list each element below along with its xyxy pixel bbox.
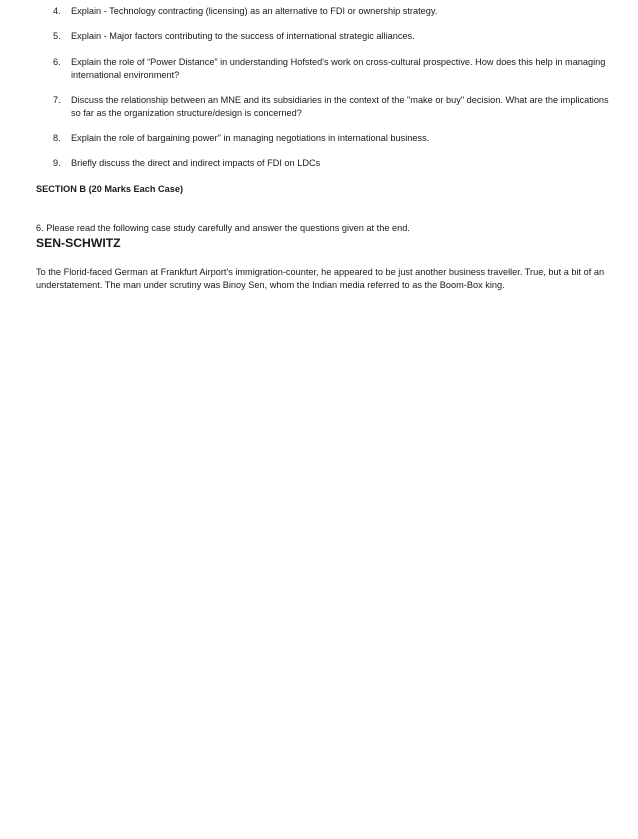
question-number: 5. <box>53 31 61 41</box>
question-number: 8. <box>53 133 61 143</box>
question-number: 9. <box>53 158 61 168</box>
question-text: Explain the role of bargaining power" in managing negotiations in international business. <box>71 133 430 143</box>
question-text: Explain - Technology contracting (licensing) as an alternative to FDI or ownership strategy. <box>71 6 438 16</box>
question-text: Explain the role of “Power Distance” in understanding Hofsted's work on cross-cultural prospective. How does this help in managing international environment? <box>71 57 606 80</box>
case-body-paragraph: To the Florid-faced German at Frankfurt Airport's immigration-counter, he appeared to be just another business traveller. True, but a bit of an understatement. The man under scrutiny was Binoy Sen, whom the Indian media referred to as the Boom-Box king. <box>36 267 605 290</box>
section-heading: SECTION B (20 Marks Each Case) <box>36 184 184 194</box>
case-title: SEN-SCHWITZ <box>36 236 121 250</box>
question-text: Briefly discuss the direct and indirect impacts of FDI on LDCs <box>71 158 321 168</box>
question-text: Discuss the relationship between an MNE and its subsidiaries in the context of the "make or buy" decision. What are the implications so far as the organization structure/design is concerned? <box>71 95 609 118</box>
question-text: Explain - Major factors contributing to the success of international strategic alliances. <box>71 31 415 41</box>
question-number: 4. <box>53 6 61 16</box>
question-number: 7. <box>53 95 61 105</box>
case-intro: 6. Please read the following case study carefully and answer the questions given at the end. <box>36 223 410 233</box>
question-number: 6. <box>53 57 61 67</box>
